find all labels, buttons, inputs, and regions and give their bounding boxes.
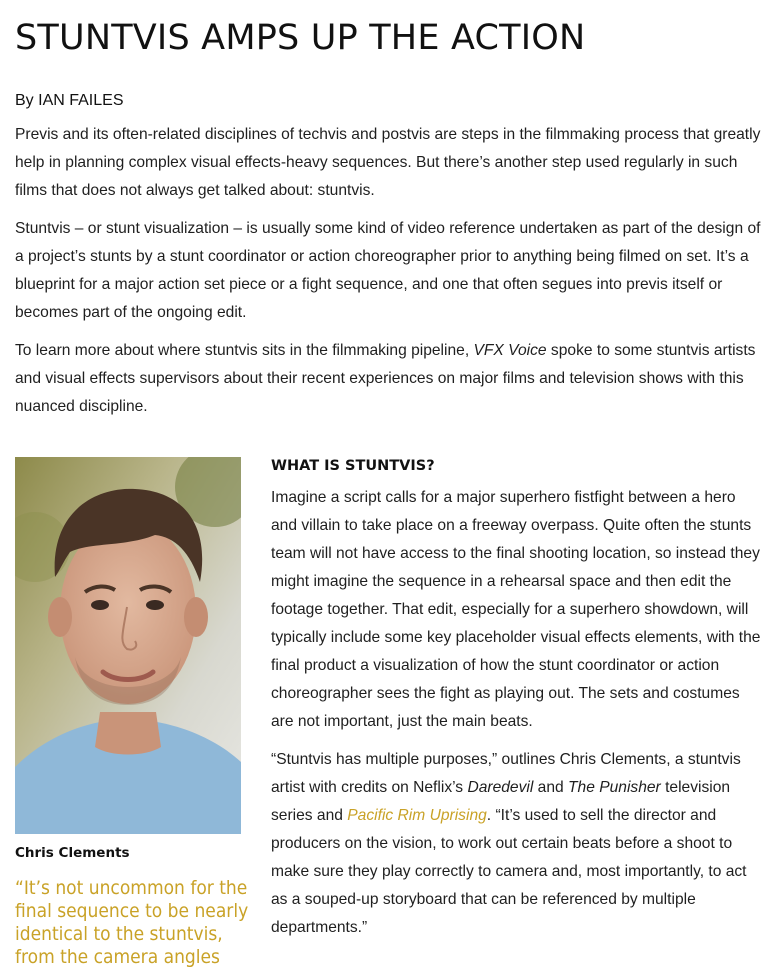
text-run: and [533, 779, 568, 796]
byline: By IAN FAILES [15, 92, 124, 109]
text-run: “Stuntvis has multiple purposes,” outlines Chris Clements, a stuntvis artist with credits on Neflix’s [271, 751, 741, 796]
pull-quote: “It’s not uncommon for the final sequence to be nearly identical to the stuntvis, from the camera angles [15, 877, 249, 968]
text-run: television series and [271, 779, 731, 824]
show-title: The Punisher [568, 779, 661, 796]
section-heading: WHAT IS STUNTVIS? [271, 458, 435, 474]
show-title: Daredevil [467, 779, 534, 796]
paragraph: Imagine a script calls for a major superhero fistfight between a hero and villain to take place on a freeway overpass. Quite often the stunts team will not have access to the final shooting location, so instead they might imagine the sequence in a rehearsal space and then edit the footage together. That edit, especially for a superhero showdown, will typically include some key placeholder visual effects elements, with the final product a visualization of how the stunt coordinator or action choreographer sees the fight as playing out. The sets and costumes are not important, just the main beats. [271, 489, 761, 730]
paragraph [271, 746, 761, 942]
paragraph: Stuntvis – or stunt visualization – is usually some kind of video reference undertaken as part of the design of a project’s stunts by a stunt coordinator or action choreographer prior to anything being filmed on set. It’s a blueprint for a major action set piece or a fight sequence, and one that often segues into previs itself or becomes part of the ongoing edit. [15, 220, 761, 321]
photo-caption: Chris Clements [15, 845, 130, 861]
paragraph: Previs and its often-related disciplines of techvis and postvis are steps in the filmmaking process that greatly help in planning complex visual effects-heavy sequences. But there’s another step used regularly in such films that does not always get talked about: stuntvis. [15, 126, 761, 199]
text-run: . “It’s used to sell the director and producers on the vision, to work out certain beats before a shoot to make sure they play correctly to camera and, most importantly, to act as a souped-up storyboard that can be referenced by multiple departments.” [271, 807, 747, 936]
intro-text [15, 121, 765, 431]
text-run: spoke to some stuntvis artists and visual effects supervisors about their recent experiences on major films and television shows with this nuanced discipline. [15, 342, 756, 415]
paragraph [15, 337, 765, 421]
publication-name: VFX Voice [473, 342, 547, 359]
article-title: STUNTVIS AMPS UP THE ACTION [15, 18, 586, 58]
main-column [271, 455, 761, 952]
text-run: To learn more about where stuntvis sits in the filmmaking pipeline, [15, 342, 474, 359]
portrait-photo [15, 457, 241, 834]
film-link[interactable]: Pacific Rim Uprising [347, 807, 487, 824]
